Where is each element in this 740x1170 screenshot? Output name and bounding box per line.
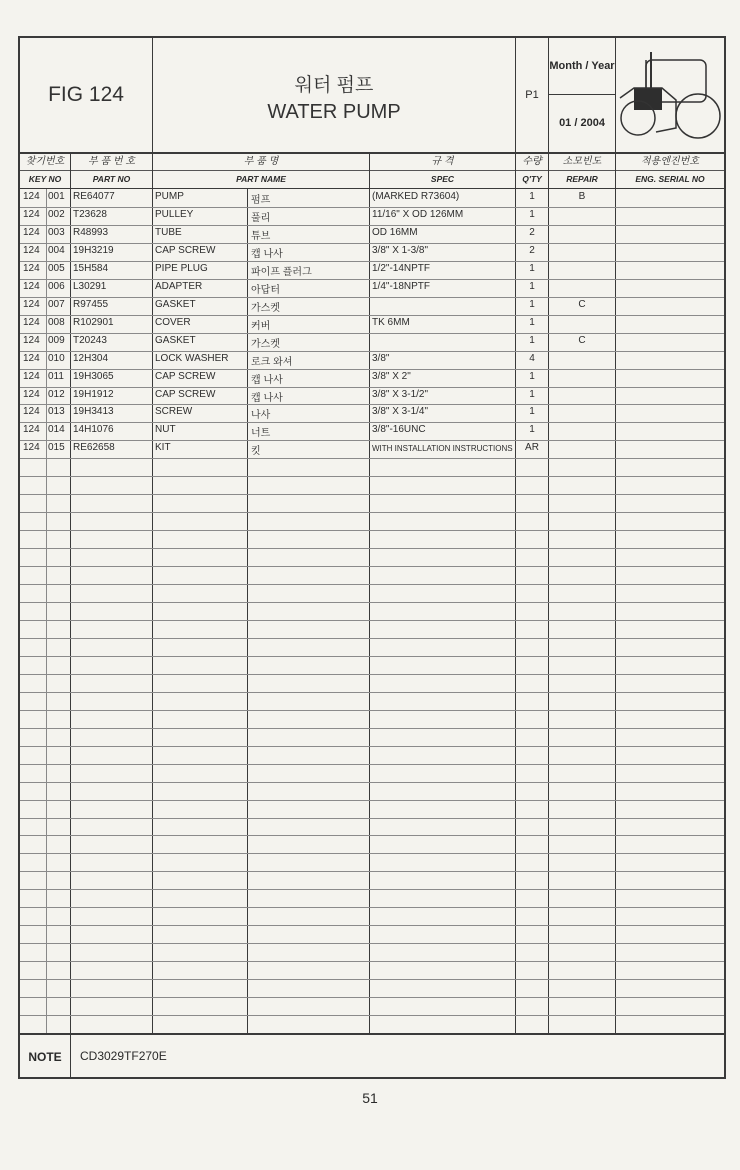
table-row (20, 961, 724, 980)
cell-spec: OD 16MM (372, 226, 418, 238)
table-row (20, 494, 724, 513)
cell-qty: 2 (529, 226, 535, 238)
cell-part-no: 19H3065 (73, 370, 114, 382)
table-row (20, 297, 724, 316)
cell-name-en: PUMP (155, 191, 184, 202)
table-row (20, 907, 724, 926)
month-year-box (549, 38, 615, 152)
column-repair: 소모빈도 REPAIR (549, 152, 615, 188)
cell-key: 014 (48, 424, 65, 436)
cell-part-no: L30291 (73, 280, 107, 292)
cell-key: 009 (48, 334, 65, 346)
cell-qty: 1 (529, 316, 535, 328)
table-row (20, 925, 724, 944)
cell-key: 013 (48, 406, 65, 418)
cell-name-en: ADAPTER (155, 280, 203, 292)
cell-name-en: LOCK WASHER (155, 352, 229, 364)
table-row (20, 710, 724, 729)
table-row (20, 943, 724, 962)
table-row (20, 279, 724, 298)
cell-part-no: 19H3219 (73, 244, 114, 256)
column-serial: 적용엔진번호 ENG. SERIAL NO (616, 152, 724, 188)
cell-name-en: PULLEY (155, 208, 194, 220)
note-label: NOTE (20, 1035, 71, 1079)
cell-name-en: GASKET (155, 334, 196, 346)
cell-fig: 124 (23, 442, 40, 454)
column-key-no: 찾기번호 KEY NO (20, 152, 70, 188)
table-row (20, 440, 724, 459)
cell-name-kr: 너트 (251, 428, 271, 440)
cell-key: 003 (48, 226, 65, 238)
title-english: WATER PUMP (267, 101, 401, 123)
table-row (20, 692, 724, 711)
note-value: CD3029TF270E (80, 1049, 167, 1063)
cell-spec: 3/8" X 3-1/4" (372, 406, 429, 418)
cell-qty: 2 (529, 244, 535, 256)
table-row (20, 656, 724, 675)
cell-part-no: R102901 (73, 316, 114, 328)
column-part-name: 부 품 명 PART NAME (153, 152, 369, 188)
parts-sheet (18, 36, 726, 1079)
column-part-no: 부 품 번 호 PART NO (71, 152, 152, 188)
cell-spec: TK 6MM (372, 316, 410, 328)
cell-fig: 124 (23, 388, 40, 400)
page-title (153, 38, 515, 152)
table-row (20, 243, 724, 262)
figure-number: FIG 124 (48, 83, 124, 106)
cell-name-kr: 커버 (251, 320, 271, 332)
cell-key: 007 (48, 298, 65, 310)
table-row (20, 458, 724, 477)
table-row (20, 548, 724, 567)
header (20, 38, 724, 154)
cell-part-no: RE64077 (73, 191, 115, 202)
table-row (20, 566, 724, 585)
cell-repair: C (578, 334, 586, 346)
page-number: 51 (362, 1090, 378, 1106)
cell-name-kr: 로크 와셔 (251, 356, 293, 368)
tractor-icon (616, 38, 724, 152)
cell-key: 006 (48, 280, 65, 292)
cell-key: 004 (48, 244, 65, 256)
cell-spec: 1/4"-18NPTF (372, 280, 431, 292)
cell-name-en: CAP SCREW (155, 388, 216, 400)
cell-spec: 11/16" X OD 126MM (372, 208, 464, 220)
cell-fig: 124 (23, 352, 40, 364)
cell-key: 012 (48, 388, 65, 400)
table-row (20, 728, 724, 747)
cell-name-en: PIPE PLUG (155, 262, 208, 274)
cell-repair: C (578, 298, 586, 310)
cell-name-kr: 킷 (251, 446, 261, 458)
cell-name-en: CAP SCREW (155, 244, 216, 256)
cell-name-en: KIT (155, 442, 171, 454)
table-row (20, 674, 724, 693)
cell-spec: 3/8" (372, 352, 390, 364)
cell-name-kr: 가스켓 (251, 302, 280, 314)
cell-fig: 124 (23, 280, 40, 292)
cell-name-kr: 캡 나사 (251, 374, 283, 386)
table-row (20, 422, 724, 441)
table-row (20, 800, 724, 819)
cell-name-kr: 캡 나사 (251, 248, 283, 260)
table-row (20, 261, 724, 280)
table-row (20, 889, 724, 908)
cell-spec: 3/8" X 2" (372, 370, 411, 382)
table-row (20, 225, 724, 244)
cell-qty: 1 (529, 298, 535, 310)
cell-part-no: RE62658 (73, 442, 115, 454)
table-row (20, 853, 724, 872)
cell-fig: 124 (23, 370, 40, 382)
cell-name-kr: 파이프 플러그 (251, 266, 312, 278)
cell-name-en: TUBE (155, 226, 182, 238)
table-row (20, 602, 724, 621)
cell-fig: 124 (23, 406, 40, 418)
note-row (20, 1033, 724, 1079)
cell-name-kr: 가스켓 (251, 338, 280, 350)
cell-fig: 124 (23, 316, 40, 328)
cell-name-kr: 풀리 (251, 212, 271, 224)
cell-qty: 1 (529, 424, 535, 436)
cell-qty: 1 (529, 191, 535, 202)
cell-part-no: R97455 (73, 298, 109, 310)
table-row (20, 818, 724, 837)
table-row (20, 404, 724, 423)
column-header-row (20, 152, 724, 189)
cell-key: 001 (48, 191, 65, 202)
parts-table (20, 189, 724, 1033)
cell-part-no: T23628 (73, 208, 107, 220)
table-row (20, 1015, 724, 1034)
cell-fig: 124 (23, 298, 40, 310)
table-row (20, 782, 724, 801)
cell-repair: B (578, 191, 586, 202)
table-row (20, 189, 724, 208)
cell-part-no: 15H584 (73, 262, 109, 274)
cell-name-en: GASKET (155, 298, 196, 310)
cell-key: 010 (48, 352, 65, 364)
table-row (20, 207, 724, 226)
cell-name-en: CAP SCREW (155, 370, 216, 382)
cell-name-kr: 캡 나사 (251, 392, 283, 404)
cell-qty: 1 (529, 262, 535, 274)
cell-name-en: SCREW (155, 406, 193, 418)
cell-qty: 1 (529, 406, 535, 418)
table-row (20, 746, 724, 765)
cell-qty: 1 (529, 280, 535, 292)
cell-fig: 124 (23, 262, 40, 274)
cell-qty: 1 (529, 208, 535, 220)
table-row (20, 369, 724, 388)
column-qty: 수량 Q'TY (516, 152, 548, 188)
cell-key: 008 (48, 316, 65, 328)
cell-qty: 1 (529, 370, 535, 382)
cell-fig: 124 (23, 191, 40, 202)
month-year-value: 01 / 2004 (559, 117, 605, 129)
table-row (20, 584, 724, 603)
cell-key: 015 (48, 442, 65, 454)
cell-part-no: T20243 (73, 334, 107, 346)
cell-fig: 124 (23, 244, 40, 256)
table-row (20, 997, 724, 1016)
cell-fig: 124 (23, 208, 40, 220)
cell-part-no: 12H304 (73, 352, 109, 364)
table-row (20, 620, 724, 639)
column-spec: 규 격 SPEC (370, 152, 515, 188)
table-row (20, 333, 724, 352)
cell-spec: WITH INSTALLATION INSTRUCTIONS (372, 444, 513, 454)
cell-qty: 1 (529, 388, 535, 400)
cell-part-no: R48993 (73, 226, 109, 238)
table-row (20, 835, 724, 854)
cell-fig: 124 (23, 424, 40, 436)
table-row (20, 979, 724, 998)
cell-key: 011 (48, 370, 64, 382)
cell-part-no: 19H3413 (73, 406, 114, 418)
table-row (20, 476, 724, 495)
table-row (20, 315, 724, 334)
cell-spec: 1/2"-14NPTF (372, 262, 431, 274)
cell-part-no: 14H1076 (73, 424, 114, 436)
cell-spec: 3/8" X 3-1/2" (372, 388, 429, 400)
cell-name-kr: 펌프 (251, 195, 271, 206)
cell-qty: 4 (529, 352, 535, 364)
table-row (20, 764, 724, 783)
table-row (20, 512, 724, 531)
cell-qty: AR (525, 442, 539, 454)
cell-key: 002 (48, 208, 65, 220)
cell-name-kr: 아답터 (251, 284, 280, 296)
table-row (20, 351, 724, 370)
cell-qty: 1 (529, 334, 535, 346)
cell-spec: (MARKED R73604) (372, 191, 460, 202)
cell-fig: 124 (23, 334, 40, 346)
cell-key: 005 (48, 262, 65, 274)
table-row (20, 871, 724, 890)
cell-name-en: COVER (155, 316, 191, 328)
page-label: P1 (525, 89, 539, 101)
cell-name-kr: 나사 (251, 410, 271, 422)
table-row (20, 387, 724, 406)
cell-name-kr: 튜브 (251, 230, 271, 242)
cell-spec: 3/8"-16UNC (372, 424, 426, 436)
cell-name-en: NUT (155, 424, 176, 436)
title-korean: 워터 펌프 (294, 75, 374, 96)
table-row (20, 530, 724, 549)
cell-part-no: 19H1912 (73, 388, 114, 400)
cell-fig: 124 (23, 226, 40, 238)
table-row (20, 638, 724, 657)
month-year-label: Month / Year (549, 38, 615, 95)
cell-spec: 3/8" X 1-3/8" (372, 244, 429, 256)
